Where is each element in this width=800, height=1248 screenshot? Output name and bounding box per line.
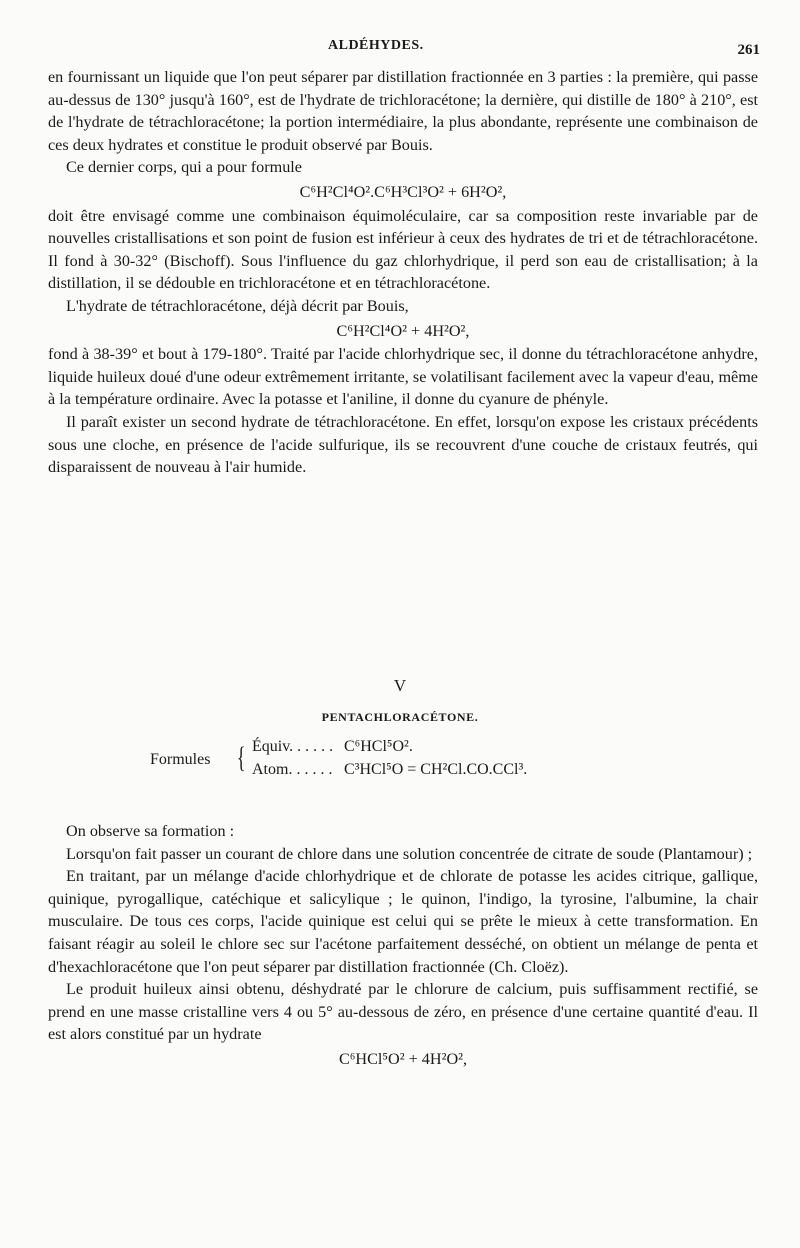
paragraph-9: En traitant, par un mélange d'acide chlorhydrique et de chlorate de potasse les acides citrique, gallique, quinique, pyrogallique, catéchique et salicylique ; le quinon, l'indigo, la tyrosine, l'albumine, la chair musculaire. De tous ces corps, l'acide quinique est celui qui se prête le mieux à cette transformation. En faisant réagir au soleil le chlore sec sur l'acétone parfaitement desséché, on obtient un mélange de penta et d'hexachloracétone que l'on peut séparer par distillation fractionnée (Ch. Cloëz).: [48, 867, 758, 976]
paragraph-10: Le produit huileux ainsi obtenu, déshydraté par le chlorure de calcium, puis suffisamment rectifié, se prend en une masse cristalline vers 4 ou 5° au-dessous de zéro, en présence d'une certaine quantité d'eau. Il est alors constitué par un hydrate: [48, 980, 758, 1044]
paragraph-6: Il paraît exister un second hydrate de tétrachloracétone. En effet, lorsqu'on expose les cristaux précédents sous une cloche, en présence de l'acide sulfurique, ils se recouvrent d'une couche de cristaux feutrés, qui disparaissent de nouveau à l'air humide.: [48, 412, 758, 477]
formula-1: C⁶H²Cl⁴O².C⁶H³Cl³O² + 6H²O²,: [299, 182, 507, 201]
formula-3: C⁶HCl⁵O² + 4H²O²,: [338, 1049, 468, 1068]
paragraph-2: Ce dernier corps, qui a pour formule: [66, 158, 302, 177]
atom-label: Atom. . . . . .: [252, 761, 333, 778]
paragraph-7: On observe sa formation :: [66, 822, 235, 840]
section-number: V: [393, 676, 407, 695]
equiv-formula: C⁶HCl⁵O².: [344, 738, 413, 755]
equiv-label: Équiv. . . . . .: [252, 738, 334, 755]
paragraph-8: Lorsqu'on fait passer un courant de chlore dans une solution concentrée de citrate de soude (Plantamour) ;: [66, 844, 753, 863]
atom-formula: C³HCl⁵O = CH²Cl.CO.CCl³.: [344, 761, 528, 778]
paragraph-3: doit être envisagé comme une combinaison équimoléculaire, car sa composition reste invariable par de nouvelles cristallisations et son point de fusion est inférieur à ceux des hydrates de tri et de tétrachloracétone. Il fond à 30-32° (Bischoff). Sous l'influence du gaz chlorhydrique, il perd son eau de cristallisation; à la distillation, il se dédouble en trichloracétone et en tétrachloracétone.: [48, 206, 758, 293]
paragraph-4: L'hydrate de tétrachloracétone, déjà décrit par Bouis,: [66, 296, 409, 315]
formula-2: C⁶H²Cl⁴O² + 4H²O²,: [336, 321, 470, 340]
formules-label: Formules: [150, 751, 211, 768]
formules-block: [150, 738, 670, 788]
page-number: 261: [737, 42, 760, 58]
page-header: [48, 38, 760, 62]
running-title: ALDÉHYDES.: [328, 38, 424, 53]
paragraph-5: fond à 38-39° et bout à 179-180°. Traité par l'acide chlorhydrique sec, il donne du tétrachloracétone anhydre, liquide huileux doué d'une odeur extrêmement irritante, se volatilisant facilement avec la vapeur d'eau, même à la température ordinaire. Avec la potasse et l'aniline, il donne du cyanure de phényle.: [48, 345, 758, 409]
paragraph-1: en fournissant un liquide que l'on peut séparer par distillation fractionnée en 3 parties : la première, qui passe au-dessus de 130° jusqu'à 160°, est de l'hydrate de trichloracétone; la dernière, qui distille de 180° à 210°, est de l'hydrate de tétrachloracétone; la portion intermédiaire, la plus abondante, représente une combinaison de ces deux hydrates et constitue le produit observé par Bouis.: [48, 68, 758, 154]
section-title: PENTACHLORACÉTONE.: [321, 710, 479, 724]
brace-icon: {: [236, 741, 246, 774]
text-block-top: [48, 66, 758, 479]
text-block-bottom: [48, 820, 758, 1071]
